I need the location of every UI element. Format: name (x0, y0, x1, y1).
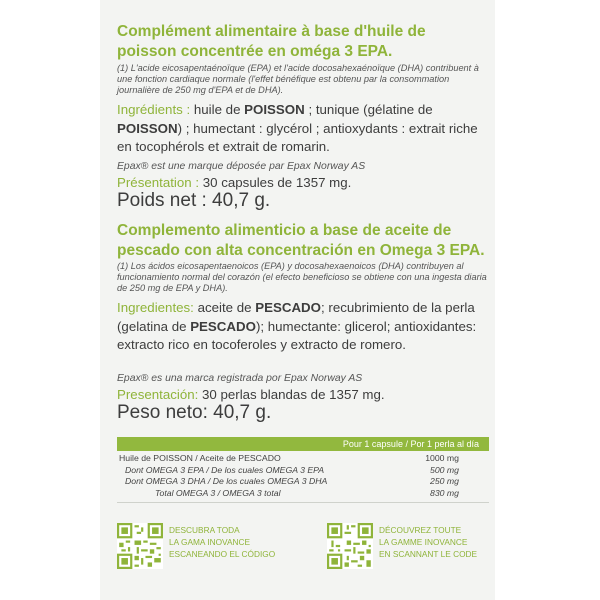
table-row-value: 250 mg (430, 476, 459, 486)
es-trademark: Epax® es una marca registrada por Epax Norway AS (117, 373, 363, 384)
qr-code-fr[interactable] (327, 523, 373, 569)
table-row (117, 465, 489, 477)
table-row-label: Dont OMEGA 3 DHA / De los cuales OMEGA 3 DHA (125, 476, 328, 486)
table-row-label: Huile de POISSON / Aceite de PESCADO (119, 453, 281, 463)
table-row-value: 500 mg (430, 464, 459, 475)
table-row (117, 453, 489, 465)
table-row-label: Total OMEGA 3 / OMEGA 3 total (155, 487, 281, 498)
es-ingredients: Ingredientes: aceite de PESCADO; recubrimiento de la perla (gelatina de PESCADO); humectante: glicerol; antioxidantes: extracto rico en tocoferoles y extracto de romero. (117, 300, 477, 352)
fr-presentation: Présentation : 30 capsules de 1357 mg. (117, 175, 352, 190)
es-presentation: Presentación: 30 perlas blandas de 1357 mg. (117, 387, 385, 402)
es-presentation-label: Presentación: (117, 387, 199, 402)
table-row-label: Dont OMEGA 3 EPA / De los cuales OMEGA 3 EPA (125, 464, 325, 475)
fr-title: Complément alimentaire à base d'huile de poisson concentrée en oméga 3 EPA. (117, 23, 426, 60)
es-title: Complemento alimenticio a base de aceite de pescado con alta concentración en Omega 3 EPA. (117, 222, 485, 259)
fr-presentation-label: Présentation : (117, 175, 200, 190)
fr-footnote: (1) L'acide eicosapentaénoïque (EPA) et l'acide docosahexaénoïque (DHA) contribuent à une fonction cardiaque normale (l'effet bénéfique est obtenu par la consommation journalière de 250 mg d'EPA et de DHA). (117, 63, 479, 95)
table-row (117, 476, 489, 488)
qr-caption-es: DESCUBRA TODA LA GAMA INOVANCE ESCANEANDO EL CÓDIGO (169, 525, 276, 559)
qr-caption-fr: DÉCOUVREZ TOUTE LA GAMME INOVANCE EN SCANNANT LE CODE (379, 525, 478, 559)
table-row (117, 488, 489, 500)
fr-net-weight: Poids net : 40,7 g. (117, 190, 271, 211)
es-net-weight: Peso neto: 40,7 g. (117, 402, 272, 423)
qr-code-es[interactable] (117, 523, 163, 569)
es-ingredients-label: Ingredientes: (117, 300, 194, 315)
es-footnote: (1) Los ácidos eicosapentaenoicos (EPA) y docosahexaenoicos (DHA) contribuyen al funcionamiento normal del corazón (el efecto beneficioso se obtiene con una ingesta diaria de 250 mg de EPA y DHA). (117, 261, 487, 293)
nutrition-table-header: Pour 1 capsule / Por 1 perla al día (117, 437, 489, 451)
fr-ingredients-label: Ingrédients : (117, 102, 191, 117)
nutrition-table (117, 453, 489, 499)
table-row-value: 1000 mg (425, 453, 459, 463)
divider (117, 502, 489, 503)
table-row-value: 830 mg (430, 487, 459, 498)
fr-trademark: Epax® est une marque déposée par Epax Norway AS (117, 161, 366, 172)
fr-ingredients: Ingrédients : huile de POISSON ; tunique (gélatine de POISSON) ; humectant : glycérol ; antioxydants : extrait riche en tocophérols et extrait de romarin. (117, 102, 478, 154)
